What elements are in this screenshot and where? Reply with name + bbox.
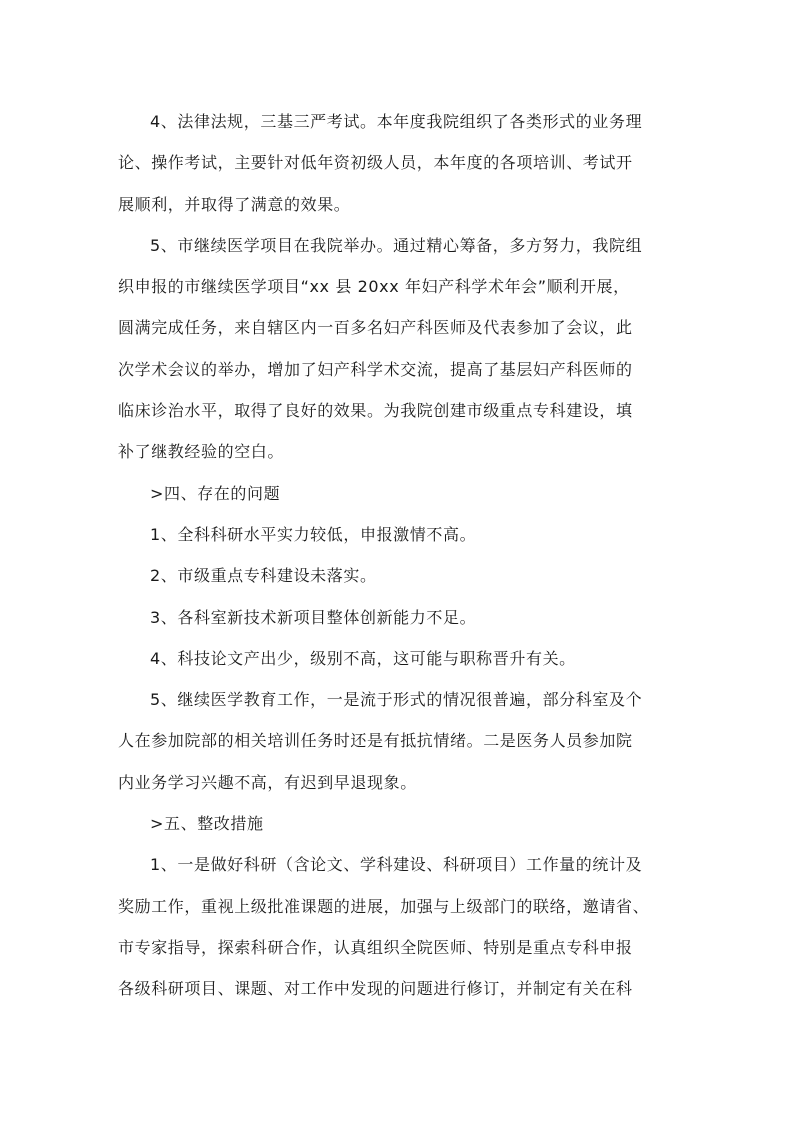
text-line: 市专家指导，探索科研合作，认真组织全院医师、特别是重点专科申报 xyxy=(118,937,633,957)
text-line: 3、各科室新技术新项目整体创新能力不足。 xyxy=(150,607,477,627)
text-line: 1、一是做好科研（含论文、学科建设、科研项目）工作量的统计及 xyxy=(150,855,643,875)
text-line: 补了继教经验的空白。 xyxy=(118,442,285,462)
section-heading: >五、整改措施 xyxy=(150,814,264,834)
problem-item xyxy=(118,679,684,803)
text-line: 各级科研项目、课题、对工作中发现的问题进行修订，并制定有关在科 xyxy=(118,979,633,999)
text-line: 1、全科科研水平实力较低，申报激情不高。 xyxy=(150,524,477,544)
text-line: 4、法律法规，三基三严考试。本年度我院组织了各类形式的业务理 xyxy=(150,112,643,131)
measure-item xyxy=(118,844,684,1009)
text-line: 人在参加院部的相关培训任务时还是有抵抗情绪。二是医务人员参加院 xyxy=(118,731,633,751)
text-line: 圆满完成任务，来自辖区内一百多名妇产科医师及代表参加了会议，此 xyxy=(118,318,633,338)
text-line: 5、市继续医学项目在我院举办。通过精心筹备，多方努力，我院组 xyxy=(150,235,643,255)
problem-item xyxy=(118,597,684,638)
section-heading-problems xyxy=(118,473,684,514)
text-line: 内业务学习兴趣不高，有迟到早退现象。 xyxy=(118,772,417,792)
text-line: 奖励工作，重视上级批准课题的进展，加强与上级部门的联络，邀请省、 xyxy=(118,896,650,916)
text-line: 临床诊治水平，取得了良好的效果。为我院创建市级重点专科建设，填 xyxy=(118,401,633,421)
paragraph-law-exam xyxy=(118,101,684,225)
text-line: 4、科技论文产出少，级别不高，这可能与职称晋升有关。 xyxy=(150,648,576,668)
text-line: 次学术会议的举办，增加了妇产科学术交流，提高了基层妇产科医师的 xyxy=(118,359,633,379)
problem-item xyxy=(118,638,684,679)
text-line: 展顺利，并取得了满意的效果。 xyxy=(118,194,351,214)
text-line: 论、操作考试，主要针对低年资初级人员，本年度的各项培训、考试开 xyxy=(118,153,633,173)
text-line: 织申报的市继续医学项目“xx 县 20xx 年妇产科学术年会”顺利开展， xyxy=(118,277,630,297)
section-heading: >四、存在的问题 xyxy=(150,483,281,503)
problem-item xyxy=(118,555,684,596)
document-body xyxy=(118,101,684,1010)
problem-item xyxy=(118,514,684,555)
paragraph-continuing-education-project xyxy=(118,225,684,473)
text-line: 5、继续医学教育工作，一是流于形式的情况很普遍，部分科室及个 xyxy=(150,690,643,710)
text-line: 2、市级重点专科建设未落实。 xyxy=(150,566,377,586)
section-heading-measures xyxy=(118,803,684,844)
